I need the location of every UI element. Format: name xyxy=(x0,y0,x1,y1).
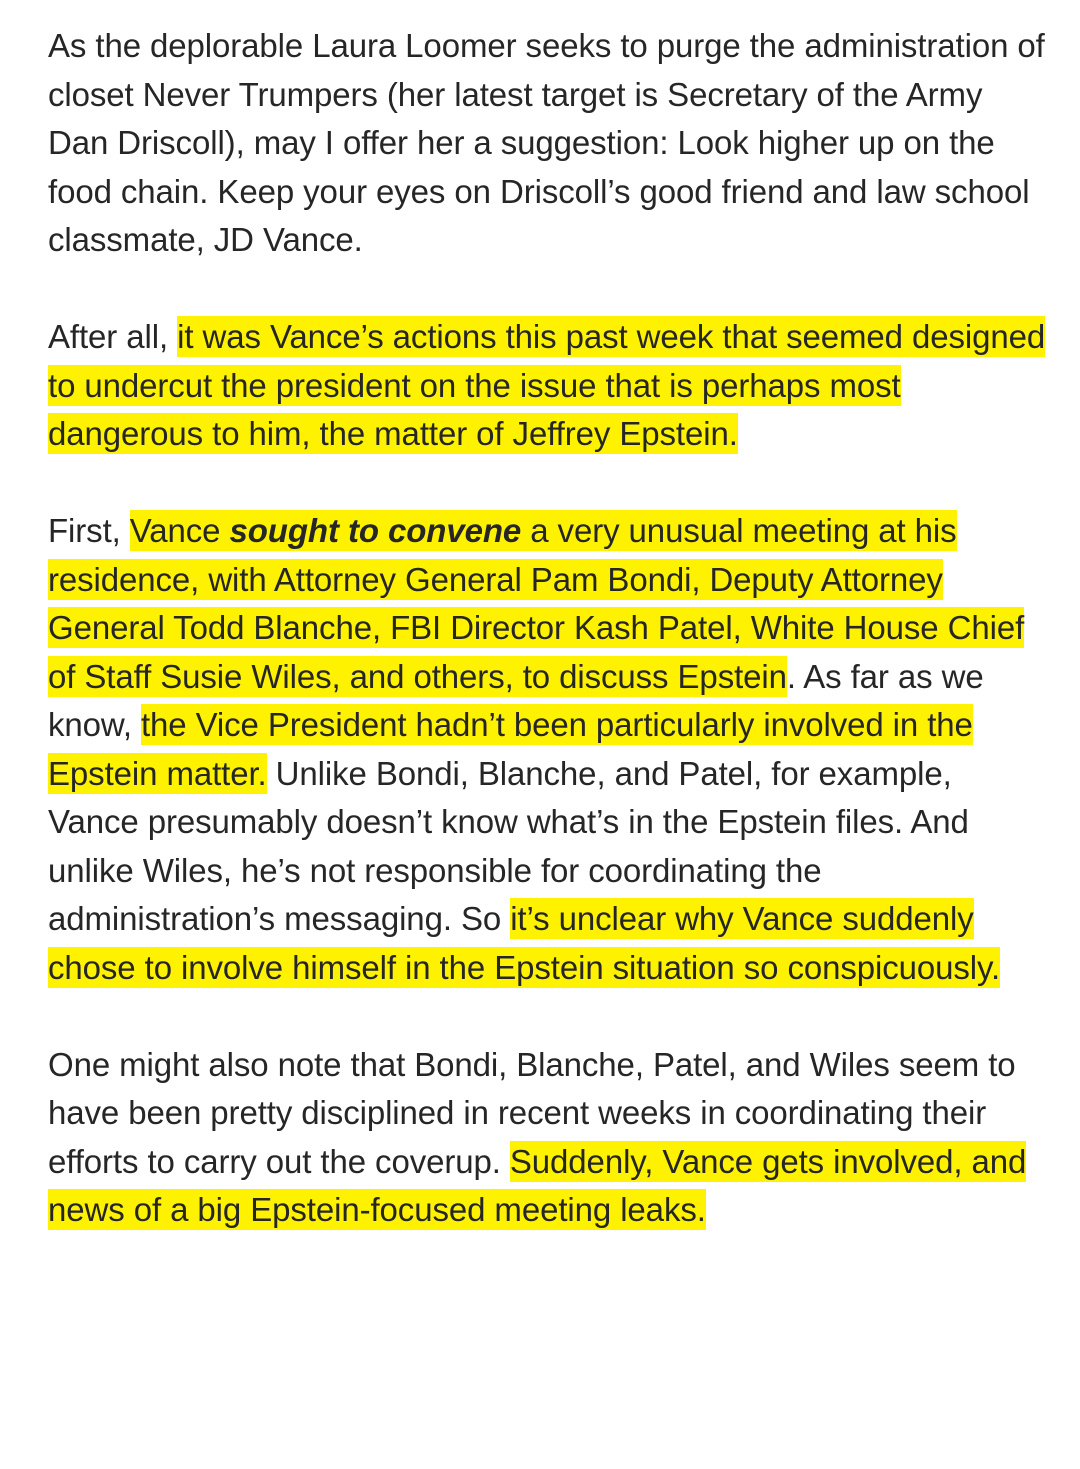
paragraph-1 xyxy=(48,22,1048,265)
article-body xyxy=(48,22,1048,1283)
highlight-unclear-why: it’s unclear why Vance suddenly chose to involve himself in the Epstein situation so conspicuously. xyxy=(48,900,1001,986)
highlight-meeting-leaks: Suddenly, Vance gets involved, and news of a big Epstein-focused meeting leaks. xyxy=(48,1142,1027,1228)
paragraph-3-lead: First, xyxy=(48,512,130,549)
highlight-vance-actions: it was Vance’s actions this past week that seemed designed to undercut the president on the issue that is perhaps most dangerous to him, the matter of Jeffrey Epstein. xyxy=(48,318,1046,452)
highlight-meeting-start: Vance xyxy=(129,512,230,549)
highlight-meeting-rest: a very unusual meeting at his residence, with Attorney General Pam Bondi, Deputy Attorney General Todd Blanche, FBI Director Kash Patel, White House Chief of Staff Susie Wiles, and others, to discuss Epstein xyxy=(48,512,1025,695)
paragraph-4 xyxy=(48,1041,1048,1235)
paragraph-3 xyxy=(48,507,1048,992)
paragraph-2 xyxy=(48,313,1048,459)
paragraph-3-text-1: . As far as we know, xyxy=(48,657,984,743)
paragraph-4-lead: One might also note that Bondi, Blanche, Patel, and Wiles seem to have been pretty disciplined in recent weeks in coordinating their efforts to carry out the coverup. xyxy=(48,1045,1016,1180)
highlight-vice-president: the Vice President hadn’t been particularly involved in the Epstein matter. xyxy=(48,706,973,792)
paragraph-3-text-2: Unlike Bondi, Blanche, and Patel, for example, Vance presumably doesn’t know what’s in the Epstein files. And unlike Wiles, he’s not responsible for coordinating the administration’s messaging. So xyxy=(48,754,969,937)
paragraph-2-lead: After all, xyxy=(48,318,178,355)
emphasis-sought-to-convene: sought to convene xyxy=(229,512,522,549)
paragraph-1-text: As the deplorable Laura Loomer seeks to purge the administration of closet Never Trumpers (her latest target is Secretary of the Army Dan Driscoll), may I offer her a suggestion: Look higher up on the food chain. Keep your eyes on Driscoll’s good friend and law school classmate, JD Vance. xyxy=(48,27,1045,258)
